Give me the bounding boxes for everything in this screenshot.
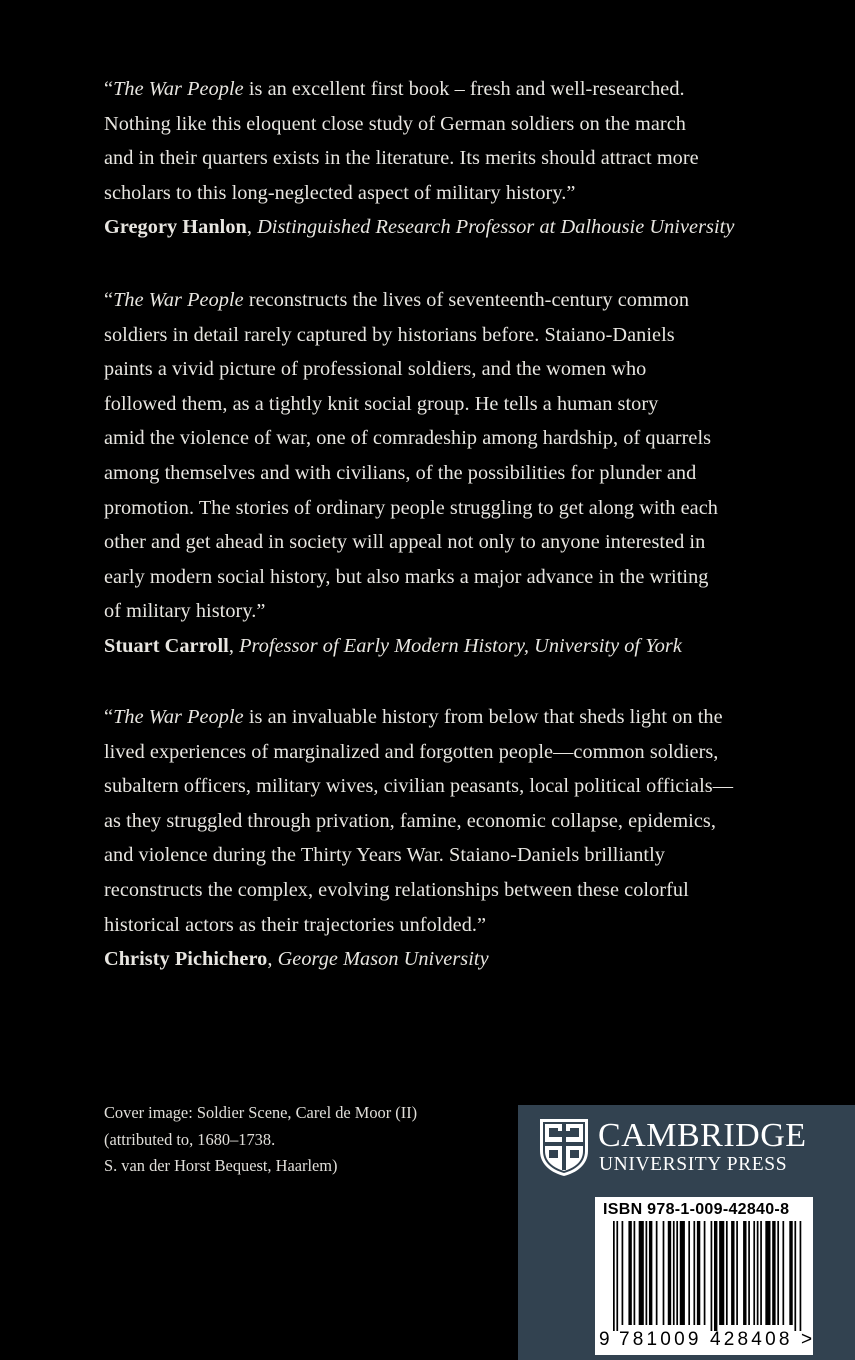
blurb-line: “The War People is an invaluable history from below that sheds light on the bbox=[104, 706, 723, 728]
barcode-bar bbox=[693, 1221, 695, 1325]
barcode-bar bbox=[711, 1221, 713, 1331]
isbn-barcode bbox=[595, 1197, 813, 1355]
blurb-line: “The War People is an excellent first book – fresh and well-researched. bbox=[104, 78, 685, 100]
barcode-bar bbox=[765, 1221, 770, 1325]
barcode-bar bbox=[622, 1221, 624, 1325]
blurb-line: amid the violence of war, one of comradeship among hardship, of quarrels bbox=[104, 427, 712, 450]
blurb-attribution: Gregory Hanlon, Distinguished Research Professor at Dalhousie University bbox=[104, 216, 735, 239]
blurb-line: among themselves and with civilians, of the possibilities for plunder and bbox=[104, 461, 697, 484]
barcode-bar bbox=[704, 1221, 706, 1325]
barcode-bar bbox=[616, 1221, 618, 1331]
blurb-author: Christy Pichichero bbox=[104, 948, 268, 971]
credit-line: S. van der Horst Bequest, Haarlem) bbox=[104, 1156, 338, 1175]
barcode-bar bbox=[753, 1221, 755, 1325]
barcode-bar bbox=[628, 1221, 631, 1325]
blurb-affiliation: Distinguished Research Professor at Dalhousie University bbox=[257, 216, 735, 239]
blurb-line: promotion. The stories of ordinary people struggling to get along with each bbox=[104, 496, 718, 519]
blurb-affiliation: Professor of Early Modern History, University of York bbox=[239, 634, 682, 657]
barcode-bar bbox=[789, 1221, 792, 1325]
barcode-quiet-mark: > bbox=[801, 1329, 813, 1350]
credit-line: (attributed to, 1680–1738. bbox=[104, 1129, 276, 1149]
barcode-bar bbox=[663, 1221, 665, 1325]
blurb-line: other and get ahead in society will appeal not only to anyone interested in bbox=[104, 531, 706, 554]
barcode-bar bbox=[782, 1221, 784, 1325]
blurb-attribution: Stuart Carroll, Professor of Early Modern History, University of York bbox=[104, 634, 682, 657]
barcode-bar bbox=[646, 1221, 648, 1325]
barcode-bars bbox=[613, 1221, 803, 1331]
blurb-line: and violence during the Thirty Years War. Staiano-Daniels brilliantly bbox=[104, 844, 665, 867]
barcode-bar bbox=[656, 1221, 658, 1325]
isbn-label: ISBN 978-1-009-42840-8 bbox=[603, 1201, 790, 1218]
blurb-pichichero bbox=[104, 700, 804, 977]
blurb-carroll bbox=[104, 283, 804, 664]
barcode-bar bbox=[731, 1221, 734, 1325]
barcode-bar bbox=[714, 1221, 717, 1331]
blurb-line: historical actors as their trajectories unfolded.” bbox=[104, 913, 487, 936]
blurb-line: and in their quarters exists in the literature. Its merits should attract more bbox=[104, 147, 699, 170]
publisher-name: CAMBRIDGE bbox=[598, 1117, 807, 1154]
blurb-line: Nothing like this eloquent close study of German soldiers on the march bbox=[104, 112, 686, 135]
blurb-line: subaltern officers, military wives, civilian peasants, local political officials— bbox=[104, 775, 734, 798]
barcode-bar bbox=[697, 1221, 700, 1325]
barcode-bar bbox=[726, 1221, 728, 1325]
barcode-bar bbox=[757, 1221, 759, 1325]
blurb-line: scholars to this long-neglected aspect of military history.” bbox=[104, 181, 576, 204]
blurb-line: soldiers in detail rarely captured by historians before. Staiano-Daniels bbox=[104, 323, 675, 346]
barcode-bar bbox=[743, 1221, 746, 1325]
barcode-bar bbox=[676, 1221, 678, 1325]
barcode-digits-group1: 781009 bbox=[619, 1329, 702, 1350]
barcode-bar bbox=[748, 1221, 750, 1325]
barcode-bar bbox=[736, 1221, 738, 1325]
barcode-digits-group2: 428408 bbox=[710, 1329, 793, 1350]
barcode-bar bbox=[668, 1221, 671, 1325]
barcode-digit-first: 9 bbox=[599, 1329, 610, 1350]
blurb-line: reconstructs the complex, evolving relationships between these colorful bbox=[104, 878, 689, 901]
barcode-bar bbox=[673, 1221, 675, 1325]
credit-line: Cover image: Soldier Scene, Carel de Moor (II) bbox=[104, 1103, 418, 1122]
blurb-author: Stuart Carroll bbox=[104, 634, 229, 657]
blurb-author: Gregory Hanlon bbox=[104, 216, 247, 239]
barcode-bar bbox=[760, 1221, 762, 1325]
publisher-panel bbox=[518, 1105, 855, 1360]
blurb-hanlon bbox=[104, 72, 804, 245]
barcode-bar bbox=[688, 1221, 690, 1325]
blurb-attribution: Christy Pichichero, George Mason University bbox=[104, 948, 489, 971]
blurb-line: “The War People reconstructs the lives of seventeenth-century common bbox=[104, 289, 690, 311]
barcode-bar bbox=[777, 1221, 779, 1325]
barcode-bar bbox=[794, 1221, 796, 1331]
blurb-line: as they struggled through privation, famine, economic collapse, epidemics, bbox=[104, 809, 716, 832]
barcode-bar bbox=[772, 1221, 775, 1325]
blurb-line: paints a vivid picture of professional soldiers, and the women who bbox=[104, 358, 647, 381]
cover-image-credit bbox=[104, 1100, 417, 1180]
barcode-bar bbox=[680, 1221, 685, 1325]
blurb-line: of military history.” bbox=[104, 600, 266, 623]
cambridge-crest-icon bbox=[538, 1117, 590, 1177]
blurb-affiliation: George Mason University bbox=[277, 948, 489, 971]
barcode-bar bbox=[649, 1221, 652, 1325]
publisher-press: UNIVERSITY PRESS bbox=[599, 1154, 788, 1175]
barcode-bar bbox=[719, 1221, 724, 1325]
blurb-line: early modern social history, but also marks a major advance in the writing bbox=[104, 565, 709, 588]
barcode-bar bbox=[634, 1221, 636, 1325]
barcode-bar bbox=[613, 1221, 615, 1331]
barcode-bar bbox=[800, 1221, 802, 1331]
barcode-bar bbox=[639, 1221, 644, 1325]
blurb-line: followed them, as a tightly knit social group. He tells a human story bbox=[104, 392, 659, 415]
blurb-line: lived experiences of marginalized and forgotten people—common soldiers, bbox=[104, 740, 719, 763]
